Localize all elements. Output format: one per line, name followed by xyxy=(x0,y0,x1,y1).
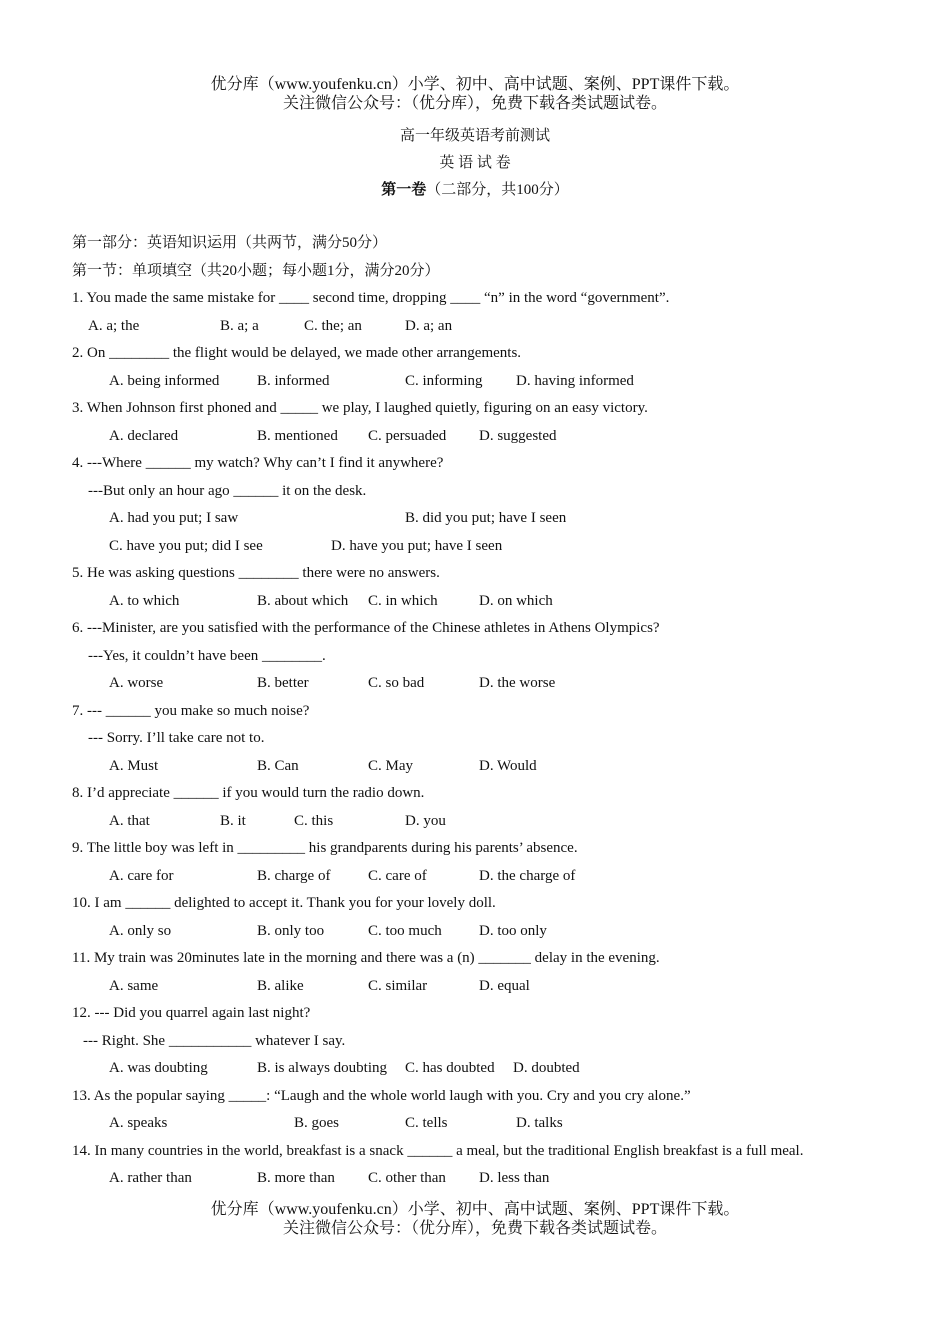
section1-heading: 第一节：单项填空（共20小题；每小题1分，满分20分） xyxy=(72,262,440,279)
option-c: C. similar xyxy=(368,977,428,994)
question-options xyxy=(72,753,892,781)
question-options xyxy=(72,918,892,946)
option-d: D. too only xyxy=(479,922,547,939)
question-reply: --- Right. She ___________ whatever I say. xyxy=(83,1032,346,1049)
option-b: B. only too xyxy=(257,922,325,939)
option-b: B. is always doubting xyxy=(257,1060,387,1076)
option-a: A. was doubting xyxy=(109,1060,208,1076)
volume-rest: （二部分，共100分） xyxy=(426,182,569,198)
option-c: C. has doubted xyxy=(405,1060,495,1076)
option-a: A. had you put; I saw xyxy=(109,510,239,526)
footer-line-1: 优分库（www.youfenku.cn）小学、初中、高中试题、案例、PPT课件下载。 xyxy=(210,1201,740,1218)
option-d: D. a; an xyxy=(405,317,453,334)
option-b: B. mentioned xyxy=(257,427,338,444)
page-footer xyxy=(0,1200,950,1238)
option-a: A. a; the xyxy=(88,317,140,334)
question-reply: ---But only an hour ago ______ it on the desk. xyxy=(88,482,367,499)
option-d: D. less than xyxy=(479,1170,550,1186)
question-stem: 10. I am ______ delighted to accept it. Thank you for your lovely doll. xyxy=(72,895,496,911)
question-stem: 9. The little boy was left in _________ his grandparents during his parents’ absence. xyxy=(72,840,578,856)
option-a: A. that xyxy=(109,812,150,829)
header-line-2: 关注微信公众号：（优分库），免费下载各类试题试卷。 xyxy=(282,95,667,112)
option-d: D. the worse xyxy=(479,675,556,691)
option-d: D. Would xyxy=(479,757,537,774)
option-d: D. on which xyxy=(479,592,553,609)
option-c: C. so bad xyxy=(368,675,425,691)
question-options xyxy=(72,973,892,1001)
option-c: C. in which xyxy=(368,592,438,609)
option-b: B. did you put; have I seen xyxy=(405,510,567,526)
option-c: C. informing xyxy=(405,372,483,389)
question-reply: ---Yes, it couldn’t have been ________. xyxy=(88,647,326,664)
option-d: D. you xyxy=(405,812,446,829)
question-content xyxy=(72,230,892,1193)
option-a: A. Must xyxy=(109,757,159,774)
question-stem: 4. ---Where ______ my watch? Why can’t I find it anywhere? xyxy=(72,455,444,471)
option-b: B. better xyxy=(257,675,309,691)
option-c: C. persuaded xyxy=(368,427,447,444)
option-c: C. other than xyxy=(368,1170,446,1186)
option-d: D. suggested xyxy=(479,427,557,444)
part1-heading: 第一部分：英语知识运用（共两节，满分50分） xyxy=(72,235,388,251)
option-a: A. care for xyxy=(109,867,174,884)
question-stem: 8. I’d appreciate ______ if you would turn the radio down. xyxy=(72,785,425,801)
option-d: D. equal xyxy=(479,977,530,994)
volume-bold: 第一卷 xyxy=(381,182,427,198)
question-options xyxy=(72,423,892,451)
option-c: C. care of xyxy=(368,867,427,884)
option-b: B. alike xyxy=(257,977,304,994)
option-b: B. a; a xyxy=(220,317,259,334)
header-line-1: 优分库（www.youfenku.cn）小学、初中、高中试题、案例、PPT课件下载。 xyxy=(210,76,740,93)
footer-line-2: 关注微信公众号：（优分库），免费下载各类试题试卷。 xyxy=(282,1220,667,1237)
question-options xyxy=(72,1110,892,1138)
question-options xyxy=(72,670,892,698)
question-stem: 3. When Johnson first phoned and _____ we play, I laughed quietly, figuring on an easy victory. xyxy=(72,400,648,416)
option-c: C. have you put; did I see xyxy=(109,537,263,554)
option-b: B. about which xyxy=(257,592,349,609)
question-stem: 7. --- ______ you make so much noise? xyxy=(72,702,310,719)
question-stem: 11. My train was 20minutes late in the morning and there was a (n) _______ delay in the evening. xyxy=(72,950,660,966)
option-b: B. informed xyxy=(257,372,330,389)
option-d: D. talks xyxy=(516,1115,563,1131)
question-stem: 6. ---Minister, are you satisfied with the performance of the Chinese athletes in Athens Olympics? xyxy=(72,620,660,636)
question-options xyxy=(72,533,892,561)
option-b: B. Can xyxy=(257,757,299,774)
question-stem: 2. On ________ the flight would be delayed, we made other arrangements. xyxy=(72,345,522,361)
option-b: B. goes xyxy=(294,1115,339,1131)
option-a: A. rather than xyxy=(109,1170,192,1186)
volume-title xyxy=(0,177,950,204)
option-b: B. charge of xyxy=(257,867,331,884)
question-options xyxy=(72,808,892,836)
question-stem: 14. In many countries in the world, breakfast is a snack ______ a meal, but the traditional English breakfast is a full meal. xyxy=(72,1142,804,1159)
option-b: B. more than xyxy=(257,1170,335,1186)
question-options xyxy=(72,863,892,891)
question-options xyxy=(72,588,892,616)
option-c: C. this xyxy=(294,812,334,829)
option-d: D. the charge of xyxy=(479,867,576,884)
option-d: D. have you put; have I seen xyxy=(331,537,503,554)
question-options xyxy=(72,1165,892,1193)
option-c: C. tells xyxy=(405,1115,448,1131)
question-stem: 12. --- Did you quarrel again last night? xyxy=(72,1005,311,1021)
option-a: A. worse xyxy=(109,675,164,691)
question-reply: --- Sorry. I’ll take care not to. xyxy=(88,730,265,746)
question-options xyxy=(72,505,892,533)
exam-title: 高一年级英语考前测试 xyxy=(399,128,550,144)
question-options xyxy=(72,1055,892,1083)
title-block xyxy=(0,123,950,204)
question-stem: 1. You made the same mistake for ____ second time, dropping ____ “n” in the word “government”. xyxy=(72,290,670,306)
option-c: C. too much xyxy=(368,922,442,939)
question-options xyxy=(72,368,892,396)
option-a: A. only so xyxy=(109,922,172,939)
option-a: A. declared xyxy=(109,427,179,444)
question-stem: 13. As the popular saying _____: “Laugh and the whole world laugh with you. Cry and you cry alone.” xyxy=(72,1087,691,1104)
page-header xyxy=(0,75,950,113)
option-a: A. speaks xyxy=(109,1115,168,1131)
option-a: A. to which xyxy=(109,592,180,609)
question-stem: 5. He was asking questions ________ there were no answers. xyxy=(72,565,440,581)
option-c: C. the; an xyxy=(304,317,362,334)
question-options xyxy=(72,313,892,341)
option-c: C. May xyxy=(368,757,413,774)
option-a: A. being informed xyxy=(109,372,220,389)
option-a: A. same xyxy=(109,977,159,994)
option-d: D. having informed xyxy=(516,372,634,389)
option-b: B. it xyxy=(220,812,246,829)
option-d: D. doubted xyxy=(513,1060,580,1076)
paper-title: 英 语 试 卷 xyxy=(439,155,511,171)
